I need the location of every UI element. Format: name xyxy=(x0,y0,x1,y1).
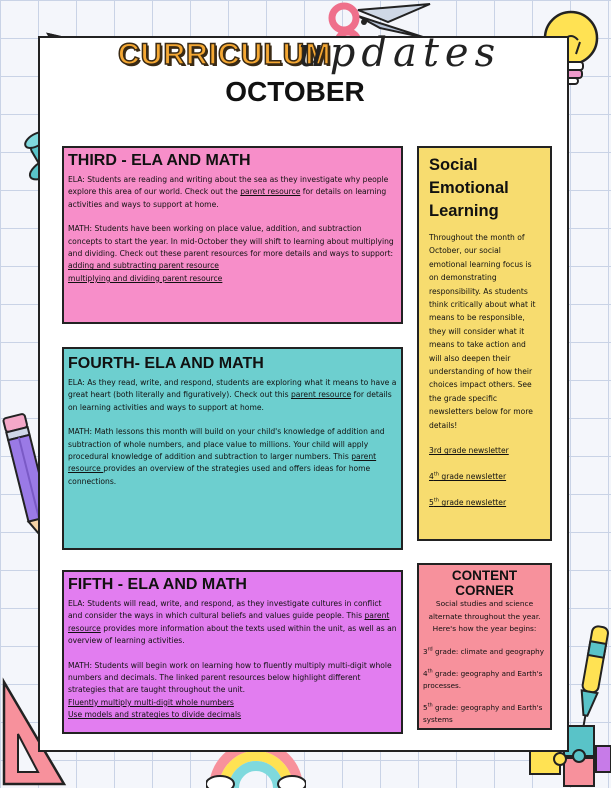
sel-title-line1: Social xyxy=(429,156,478,174)
grade3-newsletter-link[interactable]: 3rd grade newsletter xyxy=(429,446,509,456)
topic-text: grade: geography and Earth's systems xyxy=(423,702,543,724)
ela-text: ELA: Students are reading and writing about the sea as they investigate why people explore this area of our world. Check out the xyxy=(68,175,389,197)
topic-text: grade: climate and geography xyxy=(432,646,544,656)
content-corner-title: CONTENT CORNER xyxy=(451,568,518,598)
multiply-whole-numbers-link[interactable]: Fluently multiply multi-digit whole numbers xyxy=(68,697,234,707)
sel-title xyxy=(429,154,540,223)
ela-text-end: for details on learning activities and ways to support at home. xyxy=(68,187,387,209)
adding-subtracting-link[interactable]: adding and subtracting parent resource xyxy=(68,261,219,271)
grade-suffix: th xyxy=(433,471,439,478)
section-title: FOURTH- ELA AND MATH xyxy=(68,355,264,372)
grade3-topic xyxy=(423,646,546,658)
grade-suffix: th xyxy=(427,702,433,709)
ela-text-end: provides more information about the texts used within the unit, as well as an overview of learning activities. xyxy=(68,623,397,646)
section-title: FIFTH - ELA AND MATH xyxy=(68,576,247,593)
curriculum-heading: CURRICULUM xyxy=(118,38,332,71)
grade-number: 4 xyxy=(429,472,434,482)
fourth-grade-section xyxy=(62,347,403,550)
grade-number: 4 xyxy=(423,668,428,678)
grade-suffix: th xyxy=(427,668,433,675)
link-text: grade newsletter xyxy=(438,498,507,508)
month-title: OCTOBER xyxy=(225,76,365,107)
updates-heading: updates xyxy=(298,30,502,76)
ela-paragraph xyxy=(68,174,397,211)
ela-text-end: for details on learning activities and ways to support at home. xyxy=(68,390,392,412)
grade-number: 3 xyxy=(423,646,428,656)
third-grade-section xyxy=(62,146,403,324)
math-paragraph: MATH: Students will begin work on learning how to fluently multiply multi-digit whole numbers and decimals. The linked parent resources below highlight different strategies that are taught throughout the unit. xyxy=(68,660,392,695)
grade-number: 5 xyxy=(423,702,428,712)
content-corner-section xyxy=(417,563,552,730)
sel-title-line3: Learning xyxy=(429,202,499,220)
social-emotional-learning-section xyxy=(417,146,552,541)
grade-number: 5 xyxy=(429,498,434,508)
ela-paragraph xyxy=(68,598,397,648)
sel-title-line2: Emotional xyxy=(429,179,509,197)
ela-text: ELA: As they read, write, and respond, students are exploring what it means to have a great heart (both literally and figuratively). Check out this xyxy=(68,378,397,400)
topic-text: grade: geography and Earth's processes. xyxy=(423,668,543,690)
divide-decimals-link[interactable]: Use models and strategies to divide decimals xyxy=(68,710,242,720)
parent-resource-link[interactable]: parent resource xyxy=(240,187,301,197)
grade-suffix: th xyxy=(433,497,439,504)
section-title: THIRD - ELA AND MATH xyxy=(68,152,251,169)
math-paragraph xyxy=(68,426,397,488)
parent-resource-link[interactable]: parent resource xyxy=(68,611,390,633)
link-text: grade newsletter xyxy=(438,472,507,482)
math-paragraph: MATH: Students have been working on place value, addition, and subtraction concepts to start the year. In mid-October they will shift to learning about multiplying and dividing. Check out these parent resources for more details and ways to support: xyxy=(68,224,394,259)
ela-paragraph xyxy=(68,377,397,414)
grade-suffix: rd xyxy=(427,646,433,653)
fifth-grade-section xyxy=(62,570,403,734)
math-text-end: provides an overview of the strategies used and offers ideas for home connections. xyxy=(68,464,371,486)
ela-text: ELA: Students will read, write, and respond, as they investigate cultures in conflict and consider the ways in which cultural beliefs and values guide people. This xyxy=(68,599,382,621)
sel-body: Throughout the month of October, our social emotional learning focus is on demonstrating responsibility. As students think critically about what it means to be responsible, they will consider what it means to take action and will also deepen their understanding of how their choices impact others. See the grade specific newsletters below for more details! xyxy=(429,233,536,430)
parent-resource-link[interactable]: parent resource xyxy=(290,390,352,400)
grade4-topic xyxy=(423,668,546,692)
grade5-newsletter-link[interactable] xyxy=(429,496,540,510)
math-text: MATH: Math lessons this month will build on your child's knowledge of addition and subtraction of whole numbers, and place value to millions. Your child will apply procedural knowledge of addition and subtraction to larger numbers. This xyxy=(68,427,385,462)
math-parent-resource-link[interactable]: parent resource xyxy=(68,452,377,474)
multiplying-dividing-link[interactable]: multiplying and dividing parent resource xyxy=(68,273,223,283)
grade4-newsletter-link[interactable] xyxy=(429,470,540,484)
grade5-topic xyxy=(423,702,546,726)
content-corner-intro: Social studies and science alternate throughout the year. Here's how the year begins: xyxy=(428,599,541,634)
